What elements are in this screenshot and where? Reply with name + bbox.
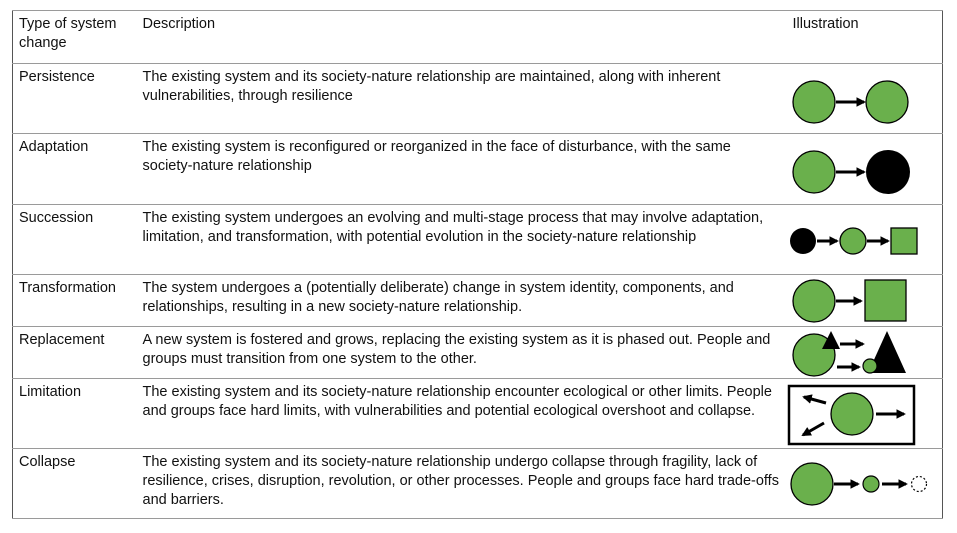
transformation-icon — [787, 275, 943, 327]
row-description: The existing system undergoes an evolving and multi-stage process that may involve adaptation, limitation, and transformation, with potential evolution in the society-nature relationship — [137, 205, 787, 275]
succession-icon — [787, 205, 943, 275]
row-type: Replacement — [13, 327, 137, 379]
row-description: The existing system and its society-nature relationship are maintained, along with inherent vulnerabilities, through resilience — [137, 64, 787, 134]
table-header-row — [13, 11, 943, 64]
row-illustration — [787, 205, 943, 275]
row-type: Limitation — [13, 379, 137, 449]
row-description: The existing system and its society-nature relationship encounter ecological or other limits. People and groups face hard limits, with vulnerabilities and potential ecological overshoot and collapse. — [137, 379, 787, 449]
table-row — [13, 327, 943, 379]
persistence-icon — [787, 64, 943, 134]
table-row — [13, 134, 943, 205]
table-row — [13, 379, 943, 449]
row-illustration — [787, 449, 943, 519]
row-illustration — [787, 327, 943, 379]
replacement-icon — [787, 327, 943, 379]
row-type: Succession — [13, 205, 137, 275]
collapse-icon — [787, 449, 943, 519]
system-change-table — [12, 10, 943, 519]
header-type: Type of system change — [13, 11, 137, 64]
row-description: The system undergoes a (potentially deliberate) change in system identity, components, and relationships, resulting in a new society-nature relationship. — [137, 275, 787, 327]
row-type: Adaptation — [13, 134, 137, 205]
header-illustration: Illustration — [787, 11, 943, 64]
limitation-icon — [787, 379, 943, 449]
row-description: A new system is fostered and grows, replacing the existing system as it is phased out. People and groups must transition from one system to the other. — [137, 327, 787, 379]
row-description: The existing system and its society-nature relationship undergo collapse through fragility, lack of resilience, crises, disruption, revolution, or other processes. People and groups face hard trade-offs and barriers. — [137, 449, 787, 519]
row-type: Transformation — [13, 275, 137, 327]
row-type: Persistence — [13, 64, 137, 134]
row-type: Collapse — [13, 449, 137, 519]
row-illustration — [787, 275, 943, 327]
table-row — [13, 205, 943, 275]
row-illustration — [787, 379, 943, 449]
row-illustration — [787, 134, 943, 205]
table-row — [13, 449, 943, 519]
adaptation-icon — [787, 134, 943, 205]
row-illustration — [787, 64, 943, 134]
header-description: Description — [137, 11, 787, 64]
table-row — [13, 275, 943, 327]
table-row — [13, 64, 943, 134]
row-description: The existing system is reconfigured or reorganized in the face of disturbance, with the same society-nature relationship — [137, 134, 787, 205]
